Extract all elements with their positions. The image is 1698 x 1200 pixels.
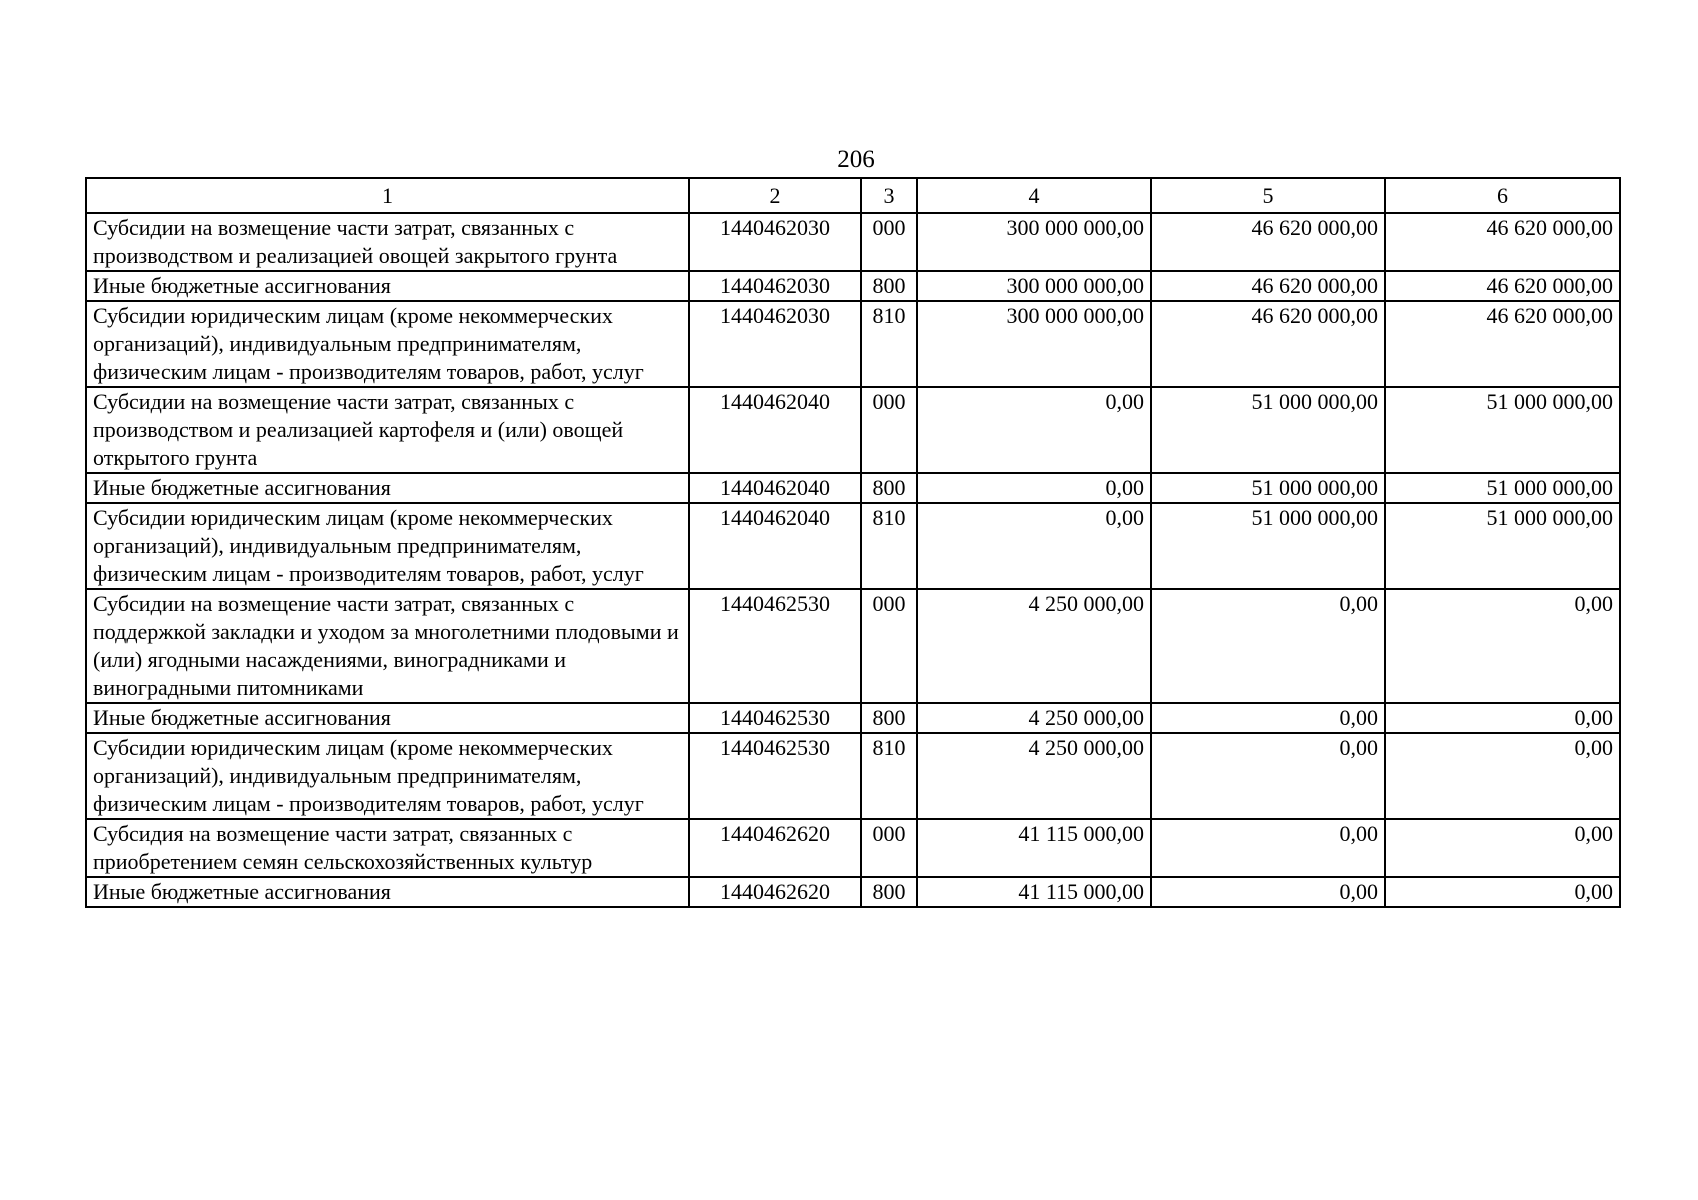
row-amount-6: 0,00 bbox=[1385, 877, 1620, 907]
row-type: 810 bbox=[861, 301, 917, 387]
table-row bbox=[86, 733, 1620, 819]
row-amount-4: 300 000 000,00 bbox=[917, 271, 1151, 301]
row-type: 800 bbox=[861, 473, 917, 503]
row-code: 1440462030 bbox=[689, 301, 861, 387]
table-row bbox=[86, 271, 1620, 301]
header-cell-4: 4 bbox=[917, 178, 1151, 213]
header-cell-5: 5 bbox=[1151, 178, 1385, 213]
row-code: 1440462620 bbox=[689, 877, 861, 907]
row-amount-4: 0,00 bbox=[917, 387, 1151, 473]
row-name: Субсидии на возмещение части затрат, связанных с производством и реализацией овощей закрытого грунта bbox=[86, 213, 689, 271]
row-amount-4: 41 115 000,00 bbox=[917, 877, 1151, 907]
header-cell-3: 3 bbox=[861, 178, 917, 213]
row-name: Иные бюджетные ассигнования bbox=[86, 473, 689, 503]
table-row bbox=[86, 213, 1620, 271]
row-amount-5: 51 000 000,00 bbox=[1151, 473, 1385, 503]
budget-table bbox=[85, 177, 1621, 908]
row-amount-5: 0,00 bbox=[1151, 877, 1385, 907]
row-amount-5: 46 620 000,00 bbox=[1151, 213, 1385, 271]
header-cell-1: 1 bbox=[86, 178, 689, 213]
row-code: 1440462530 bbox=[689, 589, 861, 703]
row-type: 800 bbox=[861, 877, 917, 907]
row-amount-6: 51 000 000,00 bbox=[1385, 387, 1620, 473]
table-body bbox=[86, 213, 1620, 907]
row-type: 800 bbox=[861, 271, 917, 301]
row-type: 800 bbox=[861, 703, 917, 733]
row-name: Субсидии на возмещение части затрат, связанных с поддержкой закладки и уходом за многолетними плодовыми и (или) ягодными насаждениями, виноградниками и виноградными питомниками bbox=[86, 589, 689, 703]
row-type: 000 bbox=[861, 819, 917, 877]
page-number: 206 bbox=[837, 146, 875, 173]
row-amount-4: 300 000 000,00 bbox=[917, 213, 1151, 271]
row-code: 1440462030 bbox=[689, 271, 861, 301]
row-amount-6: 0,00 bbox=[1385, 733, 1620, 819]
row-amount-4: 4 250 000,00 bbox=[917, 733, 1151, 819]
row-amount-4: 0,00 bbox=[917, 473, 1151, 503]
row-amount-5: 46 620 000,00 bbox=[1151, 301, 1385, 387]
row-amount-5: 51 000 000,00 bbox=[1151, 503, 1385, 589]
table-row bbox=[86, 301, 1620, 387]
row-amount-5: 51 000 000,00 bbox=[1151, 387, 1385, 473]
row-type: 000 bbox=[861, 213, 917, 271]
row-name: Субсидия на возмещение части затрат, связанных с приобретением семян сельскохозяйственных культур bbox=[86, 819, 689, 877]
row-amount-6: 51 000 000,00 bbox=[1385, 503, 1620, 589]
row-type: 810 bbox=[861, 503, 917, 589]
row-amount-5: 0,00 bbox=[1151, 589, 1385, 703]
table-row bbox=[86, 703, 1620, 733]
row-name: Субсидии юридическим лицам (кроме некоммерческих организаций), индивидуальным предпринимателям, физическим лицам - производителям товаров, работ, услуг bbox=[86, 301, 689, 387]
row-code: 1440462040 bbox=[689, 387, 861, 473]
row-amount-5: 0,00 bbox=[1151, 733, 1385, 819]
row-amount-5: 46 620 000,00 bbox=[1151, 271, 1385, 301]
row-code: 1440462040 bbox=[689, 503, 861, 589]
row-amount-6: 46 620 000,00 bbox=[1385, 271, 1620, 301]
row-type: 000 bbox=[861, 387, 917, 473]
table-row bbox=[86, 387, 1620, 473]
table-row bbox=[86, 503, 1620, 589]
row-amount-4: 4 250 000,00 bbox=[917, 703, 1151, 733]
row-name: Субсидии юридическим лицам (кроме некоммерческих организаций), индивидуальным предпринимателям, физическим лицам - производителям товаров, работ, услуг bbox=[86, 503, 689, 589]
row-amount-6: 0,00 bbox=[1385, 819, 1620, 877]
table-row bbox=[86, 589, 1620, 703]
header-row bbox=[86, 178, 1620, 213]
row-type: 000 bbox=[861, 589, 917, 703]
row-code: 1440462030 bbox=[689, 213, 861, 271]
header-cell-2: 2 bbox=[689, 178, 861, 213]
row-amount-4: 4 250 000,00 bbox=[917, 589, 1151, 703]
row-amount-5: 0,00 bbox=[1151, 703, 1385, 733]
row-type: 810 bbox=[861, 733, 917, 819]
row-amount-5: 0,00 bbox=[1151, 819, 1385, 877]
row-name: Субсидии юридическим лицам (кроме некоммерческих организаций), индивидуальным предпринимателям, физическим лицам - производителям товаров, работ, услуг bbox=[86, 733, 689, 819]
table-row bbox=[86, 473, 1620, 503]
row-amount-4: 41 115 000,00 bbox=[917, 819, 1151, 877]
row-amount-4: 0,00 bbox=[917, 503, 1151, 589]
row-name: Иные бюджетные ассигнования bbox=[86, 271, 689, 301]
row-code: 1440462040 bbox=[689, 473, 861, 503]
row-amount-6: 46 620 000,00 bbox=[1385, 213, 1620, 271]
row-amount-6: 46 620 000,00 bbox=[1385, 301, 1620, 387]
row-code: 1440462620 bbox=[689, 819, 861, 877]
row-amount-6: 51 000 000,00 bbox=[1385, 473, 1620, 503]
row-name: Иные бюджетные ассигнования bbox=[86, 877, 689, 907]
row-amount-4: 300 000 000,00 bbox=[917, 301, 1151, 387]
table-row bbox=[86, 819, 1620, 877]
row-code: 1440462530 bbox=[689, 703, 861, 733]
row-name: Иные бюджетные ассигнования bbox=[86, 703, 689, 733]
header-cell-6: 6 bbox=[1385, 178, 1620, 213]
table-row bbox=[86, 877, 1620, 907]
row-amount-6: 0,00 bbox=[1385, 703, 1620, 733]
row-amount-6: 0,00 bbox=[1385, 589, 1620, 703]
row-code: 1440462530 bbox=[689, 733, 861, 819]
row-name: Субсидии на возмещение части затрат, связанных с производством и реализацией картофеля и (или) овощей открытого грунта bbox=[86, 387, 689, 473]
